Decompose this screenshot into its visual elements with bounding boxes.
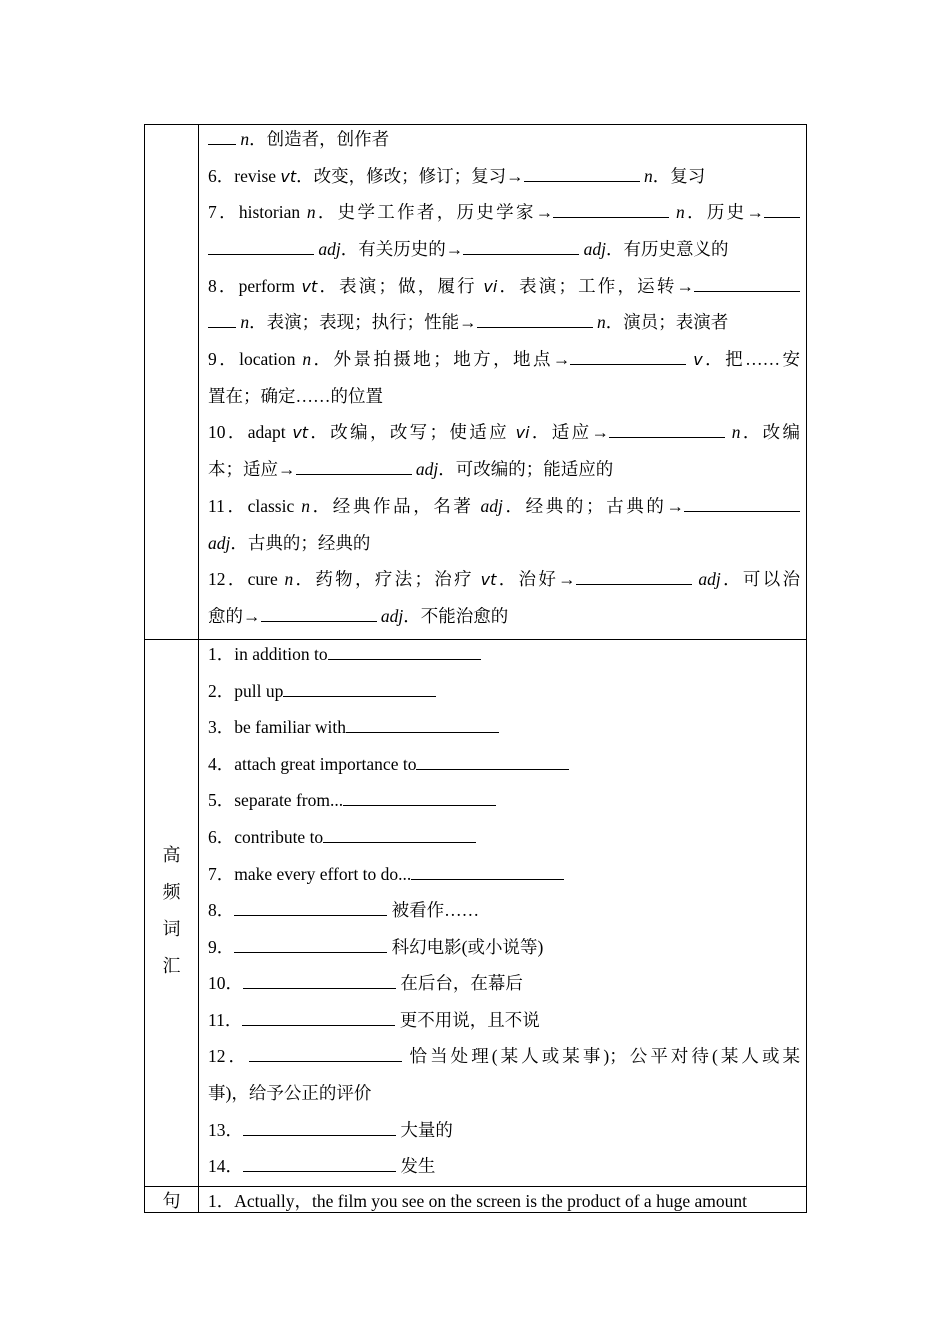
answer-blank — [609, 423, 725, 438]
answer-blank — [570, 350, 686, 365]
entry-line: 愈的→ adj．不能治愈的 — [208, 606, 509, 626]
phrase-item: 8． 被看作…… — [208, 900, 480, 920]
vocabulary-table — [144, 124, 807, 1213]
entry-line: adj．有关历史的→ adj．有历史意义的 — [208, 231, 800, 267]
entry-line: n．表演；表现；执行；性能→ n．演员；表演者 — [208, 304, 800, 340]
answer-blank — [261, 607, 377, 622]
section-label-sentences: 句 — [162, 1191, 181, 1211]
answer-blank — [524, 167, 640, 182]
entry-line: n．创造者，创作者 — [208, 121, 800, 157]
entry-line: 6．revise vt．改变，修改；修订；复习→ n．复习 — [208, 166, 706, 186]
entry-line: 8．perform vt．表演；做，履行 vi．表演；工作，运转→ — [208, 268, 800, 304]
answer-blank — [346, 718, 499, 733]
entry-line: 本；适应→ adj．可改编的；能适应的 — [208, 459, 614, 479]
answer-blank — [243, 1121, 396, 1136]
phrase-item-continued: 事)，给予公正的评价 — [208, 1083, 372, 1103]
answer-blank — [323, 828, 476, 843]
answer-blank — [764, 203, 800, 218]
phrase-item: 10． 在后台，在幕后 — [208, 973, 523, 993]
entry-line: 置在；确定……的位置 — [208, 386, 383, 406]
answer-blank — [208, 240, 314, 255]
answer-blank — [477, 313, 593, 328]
phrase-item: 3．be familiar with — [208, 709, 800, 745]
entry-line: 10．adapt vt．改编，改写；使适应 vi．适应→ n．改编 — [208, 422, 801, 442]
phrase-item: 5．separate from... — [208, 782, 800, 818]
answer-blank — [684, 497, 800, 512]
answer-blank — [242, 1011, 395, 1026]
answer-blank — [416, 755, 569, 770]
column-divider — [198, 125, 199, 1212]
answer-blank — [249, 1047, 402, 1062]
phrase-item: 1．in addition to — [208, 636, 800, 672]
answer-blank — [234, 901, 387, 916]
answer-blank — [328, 645, 481, 660]
answer-blank — [234, 938, 387, 953]
answer-blank — [283, 682, 436, 697]
phrase-item: 6．contribute to — [208, 819, 800, 855]
answer-blank — [553, 203, 669, 218]
answer-blank — [296, 460, 412, 475]
phrase-item: 2．pull up — [208, 673, 800, 709]
phrase-item: 14． 发生 — [208, 1156, 436, 1176]
phrase-item: 13． 大量的 — [208, 1120, 453, 1140]
answer-blank — [343, 791, 496, 806]
answer-blank — [208, 313, 236, 328]
answer-blank — [208, 130, 236, 145]
answer-blank — [411, 865, 564, 880]
entry-line: 9．location n．外景拍摄地；地方，地点→ v．把……安 — [208, 349, 801, 369]
section-label-high-frequency-vocab: 高 频 词 汇 — [162, 845, 181, 976]
entry-line: adj．古典的；经典的 — [208, 533, 371, 553]
phrase-item: 9． 科幻电影(或小说等) — [208, 937, 544, 957]
phrase-item: 11． 更不用说，且不说 — [208, 1010, 540, 1030]
phrase-item: 4．attach great importance to — [208, 746, 800, 782]
answer-blank — [243, 1157, 396, 1172]
answer-blank — [243, 974, 396, 989]
phrase-item: 7．make every effort to do... — [208, 856, 800, 892]
answer-blank — [694, 277, 800, 292]
phrase-item: 12． 恰当处理(某人或某事)；公平对待(某人或某 — [208, 1046, 801, 1066]
answer-blank — [576, 570, 692, 585]
entry-line: 7．historian n．史学工作者，历史学家→ n．历史→ — [208, 194, 800, 230]
entry-line: 12．cure n．药物，疗法；治疗 vt．治好→ adj．可以治 — [208, 569, 801, 589]
answer-blank — [463, 240, 579, 255]
entry-line: 11．classic n．经典作品，名著 adj．经典的；古典的→ — [208, 488, 800, 524]
sentence-item: 1．Actually，the film you see on the screen is the product of a huge amount — [208, 1191, 747, 1211]
